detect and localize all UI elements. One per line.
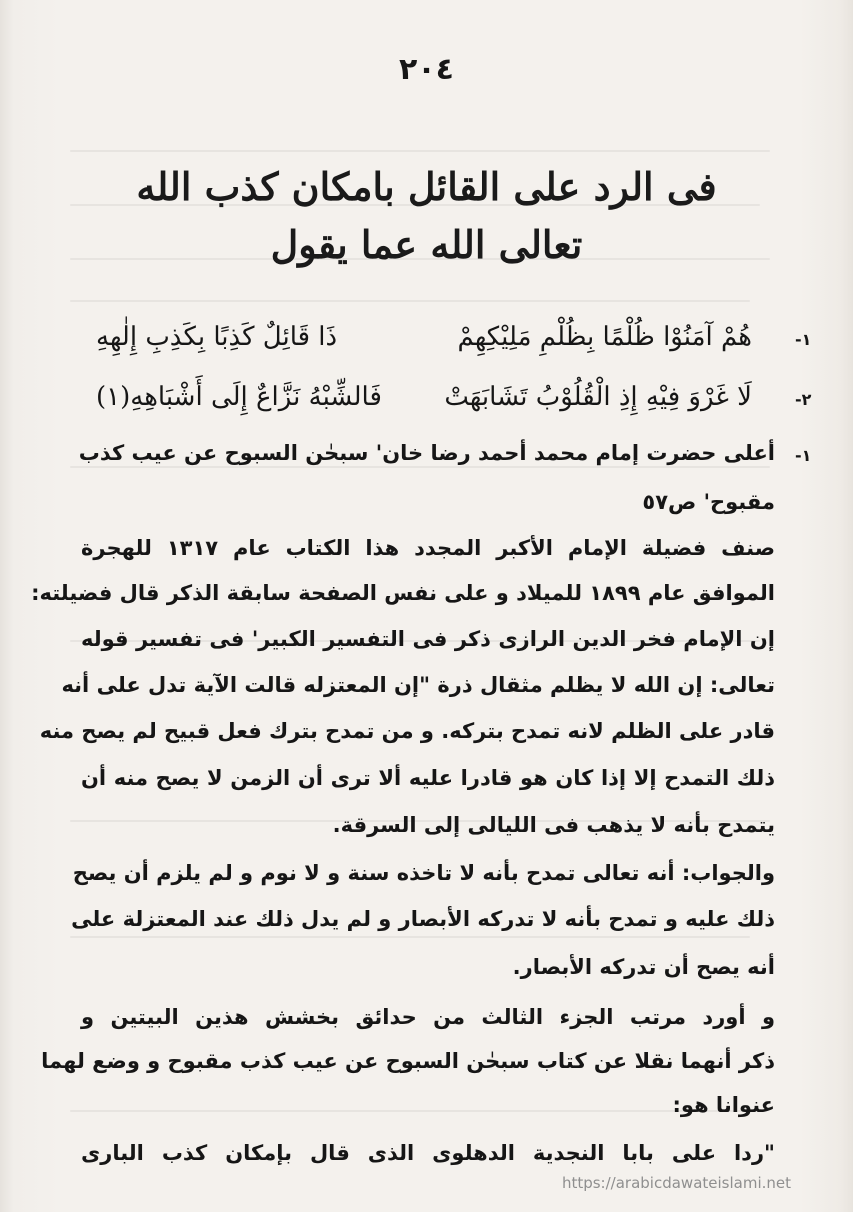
body-text-line: قادر على الظلم لانه تمدح بتركه. و من تمدح بترك فعل قبيح لم يصح منه xyxy=(39,719,775,743)
body-text-line: ذلك التمدح إلا إذا كان هو قادرا عليه ألا ترى أن الزمن لا يصح منه أن xyxy=(81,766,775,790)
body-text-line: عنوانا هو: xyxy=(672,1093,775,1117)
body-text-line: تعالى: إن الله لا يظلم مثقال ذرة "إن المعتزله قالت الآية تدل على أنه xyxy=(61,673,775,697)
page-number: ٢٠٤ xyxy=(399,52,454,87)
footnote-number: ١- xyxy=(795,446,812,465)
body-text-line: "ردا على بابا النجدية الدهلوى الذى قال بإمكان كذب البارى xyxy=(81,1141,775,1165)
verse-second-hemistich: ذَا قَائِلٌ كَذِبًا بِكَذِبِ إِلٰهِهِ xyxy=(96,322,338,352)
body-text-line: والجواب: أنه تعالى تمدح بأنه لا تاخذه سنة و لا نوم و لم يلزم أن يصح xyxy=(72,861,775,885)
body-text-line: ذلك عليه و تمدح بأنه لا تدركه الأبصار و لم يدل ذلك عند المعتزلة على xyxy=(71,907,775,931)
body-text-line: و أورد مرتب الجزء الثالث من حدائق بخشش هذين البيتين و xyxy=(81,1005,775,1029)
chapter-title-line-1: فى الرد على القائل بامكان كذب الله xyxy=(136,164,717,209)
verse-number: ١- xyxy=(795,330,812,349)
body-text-line: يتمدح بأنه لا يذهب فى الليالى إلى السرقة. xyxy=(332,813,775,837)
verse-first-hemistich: هُمْ آمَنُوْا ظُلْمًا بِظُلْمِ مَلِيْكِهِمْ xyxy=(457,322,752,352)
footnote-line: أعلى حضرت إمام محمد أحمد رضا خان' سبحٰن السبوح عن عيب كذب xyxy=(78,441,775,465)
footnote-line: مقبوح' ص٥٧ xyxy=(642,490,775,514)
verse-second-hemistich: فَالشِّبْهُ نَزَّاعٌ إِلَى أَشْبَاهِهِ(١) xyxy=(96,382,382,412)
verse-number: ٢- xyxy=(795,390,812,409)
body-text-line: إن الإمام فخر الدين الرازى ذكر فى التفسير الكبير' فى تفسير قوله xyxy=(81,627,775,651)
bleed-through-line xyxy=(70,150,770,152)
chapter-title-line-2: تعالى الله عما يقول xyxy=(270,222,583,267)
body-text-line: ذكر أنهما نقلا عن كتاب سبحٰن السبوح عن عيب كذب مقبوح و وضع لهما xyxy=(41,1049,775,1073)
verse-line xyxy=(96,382,752,412)
bleed-through-line xyxy=(70,936,750,938)
body-text-line: صنف فضيلة الإمام الأكبر المجدد هذا الكتاب عام ١٣١٧ للهجرة xyxy=(81,536,775,560)
body-text-line: أنه يصح أن تدركه الأبصار. xyxy=(512,955,775,979)
bleed-through-line xyxy=(70,300,750,302)
watermark-url: https://arabicdawateislami.net xyxy=(561,1174,791,1192)
verse-line xyxy=(96,322,752,352)
body-text-line: الموافق عام ١٨٩٩ للميلاد و على نفس الصفحة سابقة الذكر قال فضيلته: xyxy=(31,581,775,605)
verse-first-hemistich: لَا غَرْوَ فِيْهِ إِذِ الْقُلُوْبُ تَشَابَهَتْ xyxy=(444,382,752,412)
